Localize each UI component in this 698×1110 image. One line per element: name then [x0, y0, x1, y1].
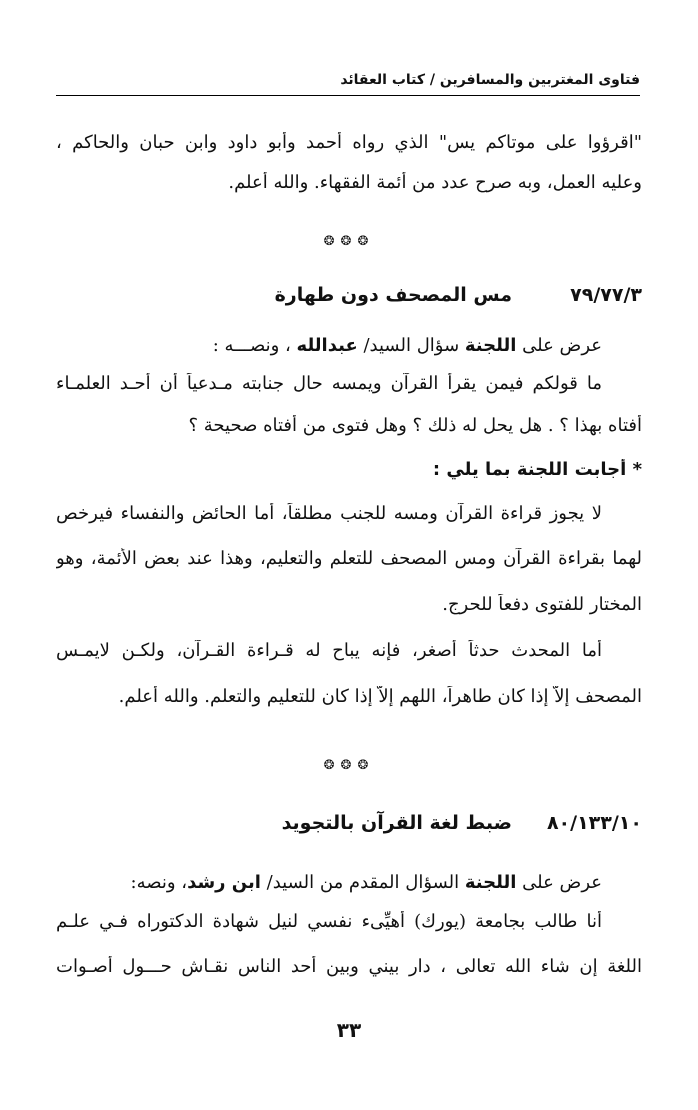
- fatwa-number: ٧٩/٧٧/٣: [570, 284, 642, 306]
- fatwa-title: ضبط لغة القرآن بالتجويد: [281, 812, 512, 834]
- committee-name: اللجنة: [464, 335, 517, 356]
- page-number: ٣٣: [336, 1018, 362, 1042]
- section-ornament: ❂❂❂: [323, 758, 375, 773]
- intro-prefix: عرض على: [516, 872, 602, 893]
- intro-suffix: ، ونصـــه :: [212, 335, 297, 356]
- questioner-name: ابن رشد: [187, 872, 261, 893]
- fatwa-intro: [56, 335, 602, 356]
- fatwa-heading: [56, 812, 642, 844]
- answer-heading: * أجابت اللجنة بما يلي :: [432, 459, 642, 480]
- intro-middle: سؤال السيد/: [357, 335, 465, 356]
- fatwa-heading: [56, 284, 642, 316]
- answer-line: أما المحدث حدثاً أصغر، فإنه يباح له قـراءة القـرآن، ولكـن لايمـس: [56, 640, 602, 661]
- question-line: أنا طالب بجامعة (يورك) أهيِّىء نفسي لنيل شهادة الدكتوراه فـي علـم: [56, 911, 602, 932]
- section-ornament: ❂❂❂: [323, 234, 375, 249]
- intro-middle: السؤال المقدم من السيد/: [260, 872, 465, 893]
- paragraph-line: وعليه العمل، وبه صرح عدد من أئمة الفقهاء. والله أعلم.: [228, 172, 642, 193]
- header-divider: [56, 95, 640, 96]
- fatwa-number: ٨٠/١٣٣/١٠: [546, 812, 642, 834]
- fatwa-intro: [56, 872, 602, 893]
- answer-line: المصحف إلاَّ إذا كان طاهراً، اللهم إلاَّ إذا كان للتعليم والتعلم. والله أعلم.: [118, 686, 642, 707]
- running-header: فتاوى المغتربين والمسافرين / كتاب العقائد: [340, 72, 640, 88]
- intro-suffix: ، ونصه:: [130, 872, 188, 893]
- answer-line: لهما بقراءة القرآن ومس المصحف للتعلم والتعليم، وهذا عند بعض الأئمة، وهو: [56, 548, 642, 569]
- committee-name: اللجنة: [464, 872, 517, 893]
- intro-prefix: عرض على: [516, 335, 602, 356]
- fatwa-title: مس المصحف دون طهارة: [274, 284, 512, 306]
- question-line: اللغة إن شاء الله تعالى ، دار بيني وبين أحد الناس نقـاش حـــول أصـوات: [56, 956, 642, 977]
- answer-line: لا يجوز قراءة القرآن ومسه للجنب مطلقاً، أما الحائض والنفساء فيرخص: [56, 503, 602, 524]
- paragraph-line: "اقرؤوا على موتاكم يس" الذي رواه أحمد وأبو داود وابن حبان والحاكم ،: [56, 132, 642, 153]
- question-line: ما قولكم فيمن يقرأ القرآن ويمسه حال جنابته مـدعياً أن أحـد العلمـاء: [56, 373, 602, 394]
- question-line: أفتاه بهذا ؟ . هل يحل له ذلك ؟ وهل فتوى من أفتاه صحيحة ؟: [188, 415, 642, 436]
- answer-line: المختار للفتوى دفعاً للحرج.: [442, 594, 642, 615]
- questioner-name: عبدالله: [296, 335, 358, 356]
